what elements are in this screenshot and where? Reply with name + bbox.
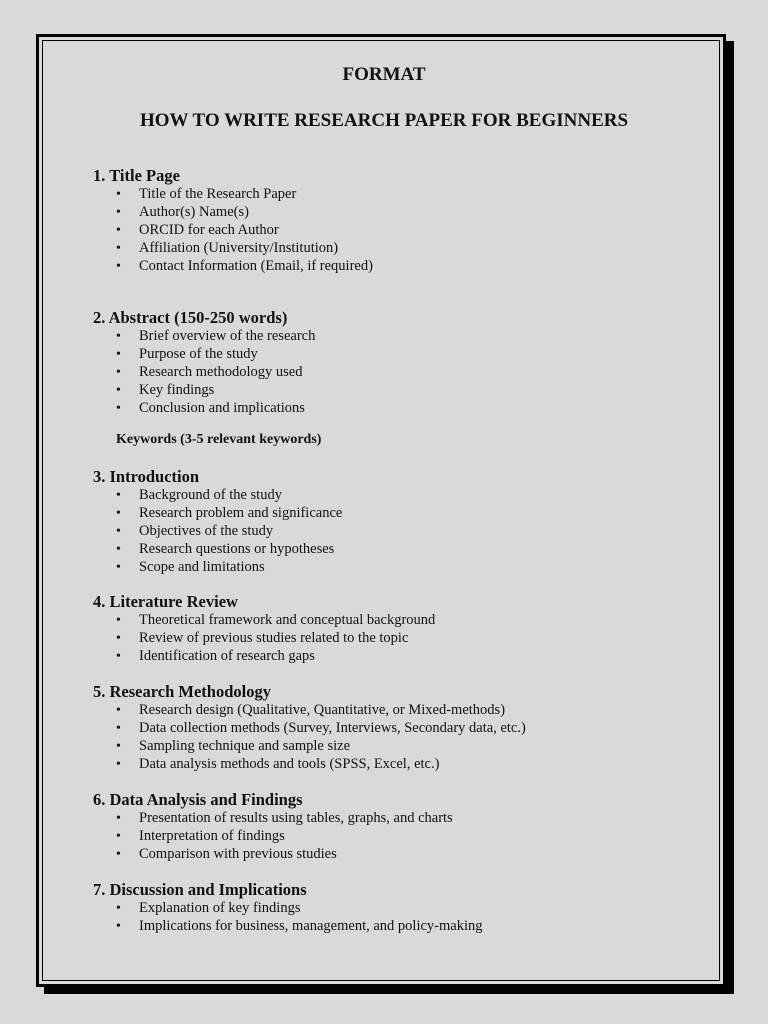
bullet-list: [93, 612, 728, 666]
bullet-icon: •: [116, 240, 121, 256]
bullet-list: [93, 810, 728, 864]
list-item: • Research design (Qualitative, Quantitative, or Mixed-methods): [116, 702, 506, 718]
list-item: • Data analysis methods and tools (SPSS, Excel, etc.): [116, 755, 440, 772]
bullet-list: [93, 487, 728, 576]
bullet-icon: •: [116, 811, 121, 826]
bullet-icon: •: [116, 756, 121, 772]
list-item: • Objectives of the study: [116, 522, 274, 539]
list-item: • Brief overview of the research: [116, 328, 316, 344]
section-heading: 6. Data Analysis and Findings: [93, 790, 303, 809]
list-item: • Title of the Research Paper: [116, 186, 297, 202]
bullet-icon: •: [116, 346, 121, 362]
list-item: • Identification of research gaps: [116, 647, 315, 664]
bullet-icon: •: [116, 187, 121, 202]
bullet-icon: •: [116, 630, 121, 646]
bullet-icon: •: [116, 648, 121, 664]
bullet-icon: •: [116, 505, 121, 521]
bullet-icon: •: [116, 828, 121, 844]
list-item: • Data collection methods (Survey, Interviews, Secondary data, etc.): [116, 719, 526, 736]
section-data-analysis: [93, 790, 728, 864]
bullet-list: [93, 702, 728, 774]
bullet-icon: •: [116, 901, 121, 916]
list-item: • ORCID for each Author: [116, 221, 279, 238]
section-discussion: [93, 880, 728, 936]
section-heading: 5. Research Methodology: [93, 682, 271, 701]
bullet-icon: •: [116, 846, 121, 862]
list-item: • Interpretation of findings: [116, 827, 285, 844]
bullet-icon: •: [116, 204, 121, 220]
bullet-list: [93, 186, 728, 275]
section-research-methodology: [93, 682, 728, 774]
bullet-icon: •: [116, 523, 121, 539]
list-item: • Scope and limitations: [116, 558, 265, 575]
list-item: • Research problem and significance: [116, 504, 343, 521]
section-abstract: [93, 308, 728, 417]
section-heading: 4. Literature Review: [93, 592, 238, 611]
list-item: • Sampling technique and sample size: [116, 737, 351, 754]
list-item: • Conclusion and implications: [116, 399, 305, 416]
list-item: • Affiliation (University/Institution): [116, 239, 339, 256]
section-title-page: [93, 166, 728, 275]
list-item: • Author(s) Name(s): [116, 203, 249, 220]
list-item: • Explanation of key findings: [116, 900, 301, 916]
section-introduction: [93, 467, 728, 576]
bullet-list: [93, 900, 728, 936]
bullet-icon: •: [116, 258, 121, 274]
bullet-icon: •: [116, 559, 121, 575]
section-heading: 2. Abstract (150-250 words): [93, 308, 288, 327]
section-heading: 7. Discussion and Implications: [93, 880, 307, 899]
section-heading: 1. Title Page: [93, 166, 180, 185]
bullet-icon: •: [116, 222, 121, 238]
bullet-icon: •: [116, 720, 121, 736]
list-item: • Purpose of the study: [116, 345, 258, 362]
section-heading: 3. Introduction: [93, 467, 200, 486]
list-item: • Key findings: [116, 381, 215, 398]
bullet-icon: •: [116, 613, 121, 628]
bullet-icon: •: [116, 400, 121, 416]
list-item: • Presentation of results using tables, graphs, and charts: [116, 810, 453, 826]
list-item: • Review of previous studies related to the topic: [116, 629, 409, 646]
bullet-list: [93, 328, 728, 417]
section-literature-review: [93, 592, 728, 666]
bullet-icon: •: [116, 488, 121, 503]
bullet-icon: •: [116, 541, 121, 557]
list-item: • Theoretical framework and conceptual background: [116, 612, 436, 628]
list-item: • Research methodology used: [116, 363, 303, 380]
bullet-icon: •: [116, 329, 121, 344]
keywords-note: Keywords (3-5 relevant keywords): [116, 432, 322, 447]
format-title: FORMAT: [342, 64, 426, 85]
bullet-icon: •: [116, 918, 121, 934]
main-title: HOW TO WRITE RESEARCH PAPER FOR BEGINNERS: [139, 110, 629, 131]
bullet-icon: •: [116, 382, 121, 398]
list-item: • Contact Information (Email, if required): [116, 257, 373, 274]
list-item: • Comparison with previous studies: [116, 845, 337, 862]
bullet-icon: •: [116, 738, 121, 754]
list-item: • Implications for business, management, and policy-making: [116, 917, 483, 934]
bullet-icon: •: [116, 703, 121, 718]
bullet-icon: •: [116, 364, 121, 380]
list-item: • Research questions or hypotheses: [116, 540, 335, 557]
list-item: • Background of the study: [116, 487, 282, 503]
